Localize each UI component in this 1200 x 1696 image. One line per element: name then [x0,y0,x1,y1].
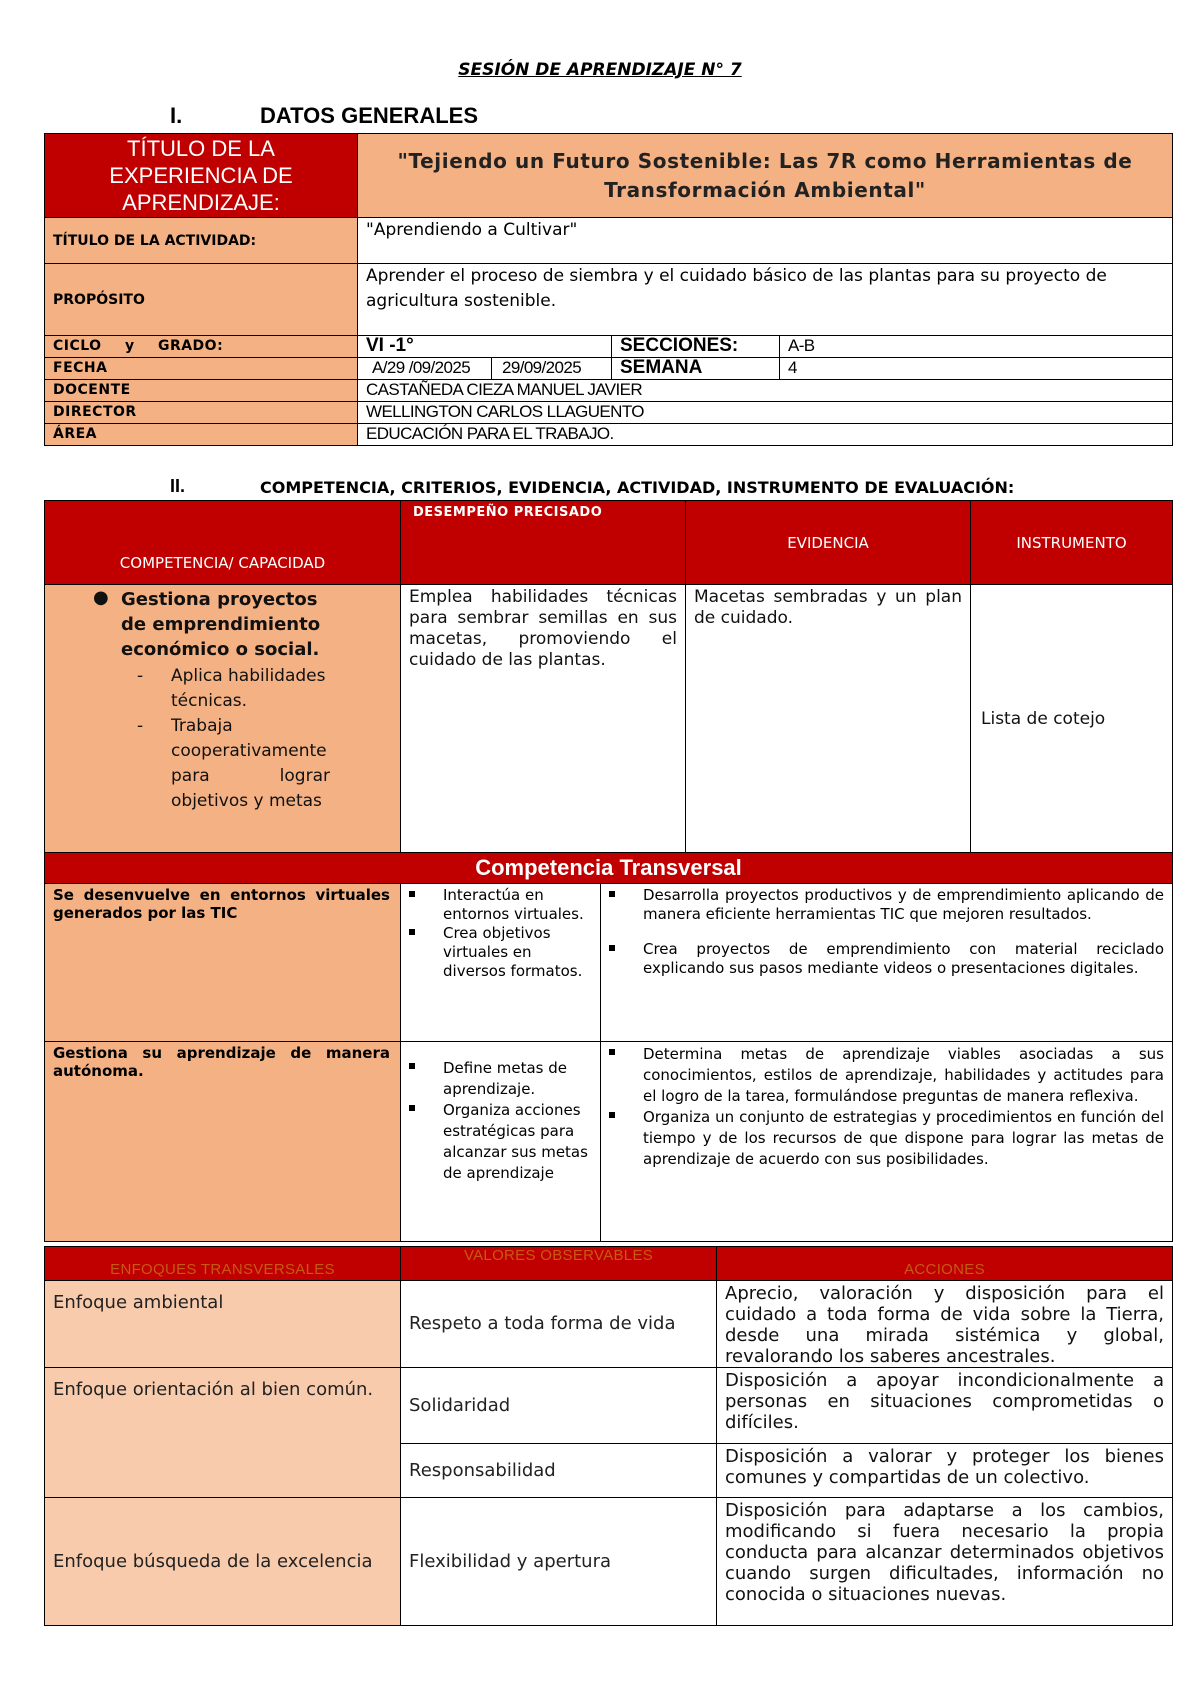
competence-main [45,585,330,662]
performance-bullets [609,1044,1164,1170]
capacity-item: - Aplica habilidades técnicas. [137,666,326,711]
transversal-competence: Se desenvuelve en entornos virtuales generados por las TIC [45,884,401,1042]
header-performance: DESEMPEÑO PRECISADO [401,501,686,585]
transversal-capacities [401,1042,601,1242]
bullet-icon: ● [93,587,109,608]
approach-value: Flexibilidad y apertura [401,1498,717,1626]
capacity-item: - Trabaja cooperativamente para lograr objetivos y metas [137,716,330,811]
approach-value: Solidaridad [401,1368,717,1444]
experience-title: "Tejiendo un Futuro Sostenible: Las 7R como Herramientas de Transformación Ambiental" [358,134,1173,218]
section-2-number: II. [170,476,186,496]
week-label: SEMANA [612,358,780,380]
director-value: WELLINGTON CARLOS LLAGUENTO [358,402,1173,424]
approach-action: Disposición para adaptarse a los cambios, modificando si fuera necesario la propia conducta para alcanzar determinados objetivos cuando surgen dificultades, información no conocida o situaciones nuevas. [717,1498,1173,1626]
date-label: FECHA [45,358,358,380]
capacity-bullet: Crea objetivos virtuales en diversos formatos. [443,924,592,981]
capacity-bullet: Organiza acciones estratégicas para alcanzar sus metas de aprendizaje [443,1100,592,1184]
performance-bullet: Crea proyectos de emprendimiento con material reciclado explicando sus pasos mediante videos o presentaciones digitales. [643,940,1164,978]
approach-name: Enfoque búsqueda de la excelencia [45,1498,401,1626]
approach-name: Enfoque orientación al bien común. [45,1368,401,1498]
purpose-label: PROPÓSITO [45,264,358,336]
area-value: EDUCACIÓN PARA EL TRABAJO. [358,424,1173,446]
header-values: VALORES OBSERVABLES [401,1247,717,1281]
cycle-value: VI -1° [358,336,612,358]
capacity-bullet: Interactúa en entornos virtuales. [443,886,592,924]
approach-value: Respeto a toda forma de vida [401,1281,717,1368]
approach-action: Aprecio, valoración y disposición para el cuidado a toda forma de vida sobre la Tierra, desde una mirada sistémica y global, revalorando los saberes ancestrales. [717,1281,1173,1368]
performance-bullet: Determina metas de aprendizaje viables asociadas a sus conocimientos, estilos de aprendizaje, habilidades y actitudes para el logro de la tarea, formulándose preguntas de manera reflexiva. [643,1044,1164,1107]
experience-label: TÍTULO DE LA EXPERIENCIA DE APRENDIZAJE: [45,134,358,218]
performance-text: Emplea habilidades técnicas para sembrar semillas en sus macetas, promoviendo el cuidado de las plantas. [401,585,686,853]
teacher-value: CASTAÑEDA CIEZA MANUEL JAVIER [358,380,1173,402]
competence-table [44,500,1173,1242]
approaches-table [44,1246,1173,1626]
approach-name: Enfoque ambiental [45,1281,401,1368]
sections-label: SECCIONES: [612,336,780,358]
area-label: ÁREA [45,424,358,446]
instrument-text: Lista de cotejo [971,585,1173,853]
header-evidence: EVIDENCIA [686,501,971,585]
header-instrument: INSTRUMENTO [971,501,1173,585]
section-2-title: COMPETENCIA, CRITERIOS, EVIDENCIA, ACTIVIDAD, INSTRUMENTO DE EVALUACIÓN: [260,478,1015,497]
section-1-number: I. [170,103,183,128]
week-value: 4 [780,358,1173,380]
capacity-bullets [409,886,592,981]
performance-bullet: Desarrolla proyectos productivos y de emprendimiento aplicando de manera eficiente herramientas TIC que mejoren resultados. [643,886,1164,924]
section-2-heading [170,476,1015,497]
activity-label: TÍTULO DE LA ACTIVIDAD: [45,218,358,264]
competence-cell [45,585,401,853]
capacity-list [45,664,330,814]
cycle-label: CICLO y GRADO: [45,336,358,358]
performance-bullets [609,886,1164,978]
capacity-bullets [409,1058,592,1184]
approach-action: Disposición a valorar y proteger los bienes comunes y compartidas de un colectivo. [717,1444,1173,1498]
sections-value: A-B [780,336,1173,358]
director-label: DIRECTOR [45,402,358,424]
date-start: A/29 /09/2025 [358,358,492,379]
section-1-title: DATOS GENERALES [260,103,478,128]
header-actions: ACCIONES [717,1247,1173,1281]
capacity-bullet: Define metas de aprendizaje. [443,1058,592,1100]
date-end: 29/09/2025 [502,358,582,377]
evidence-text: Macetas sembradas y un plan de cuidado. [686,585,971,853]
header-approach: ENFOQUES TRANSVERSALES [45,1247,401,1281]
transversal-band: Competencia Transversal [45,853,1173,884]
performance-bullet: Organiza un conjunto de estrategias y procedimientos en función del tiempo y de los recursos de que dispone para lograr las metas de aprendizaje de acuerdo con sus posibilidades. [643,1107,1164,1170]
capacity-text: Aplica habilidades técnicas. [171,666,326,711]
section-1-heading [170,103,478,129]
header-competence: COMPETENCIA/ CAPACIDAD [45,501,401,585]
general-data-table [44,133,1173,446]
approach-value: Responsabilidad [401,1444,717,1498]
transversal-capacities [401,884,601,1042]
document-title: SESIÓN DE APRENDIZAJE N° 7 [458,60,742,80]
activity-title: "Aprendiendo a Cultivar" [358,218,1173,264]
teacher-label: DOCENTE [45,380,358,402]
capacity-text: Trabaja cooperativamente para lograr objetivos y metas [171,716,330,811]
transversal-competence: Gestiona su aprendizaje de manera autónoma. [45,1042,401,1242]
transversal-performances [601,1042,1173,1242]
date-cell [358,358,612,380]
competence-text: Gestiona proyectos de emprendimiento económico o social. [121,589,321,660]
approach-action: Disposición a apoyar incondicionalmente a personas en situaciones comprometidas o difíciles. [717,1368,1173,1444]
transversal-performances [601,884,1173,1042]
purpose-text: Aprender el proceso de siembra y el cuidado básico de las plantas para su proyecto de agricultura sostenible. [358,264,1173,336]
